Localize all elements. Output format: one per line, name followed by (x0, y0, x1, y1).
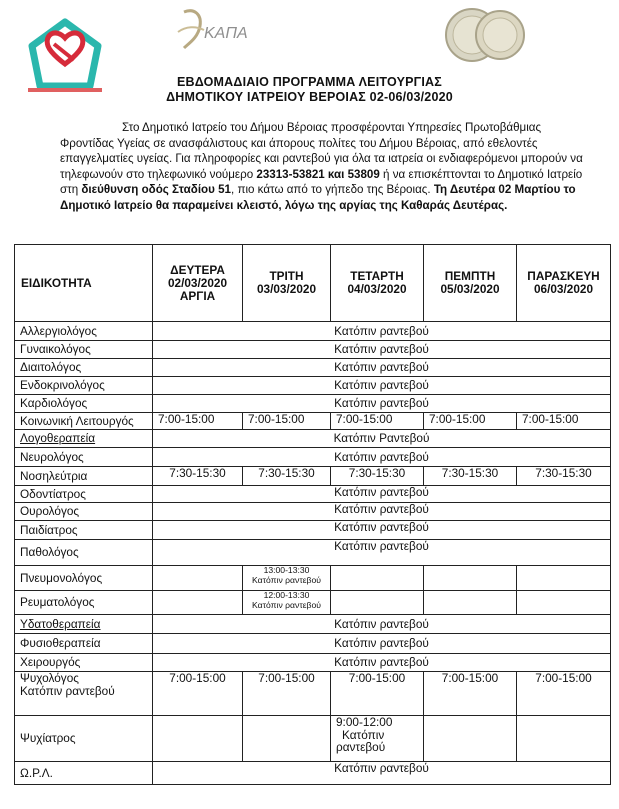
schedule-note: Κατόπιν ραντεβού (153, 395, 611, 413)
time-slot: 7:00-15:00 (424, 413, 517, 430)
specialty-name: Νοσηλεύτρια (15, 467, 153, 486)
slot-note: ραντεβού (336, 740, 386, 754)
coin-seal-emblem (444, 6, 526, 64)
slot-note: Κατόπιν (342, 727, 385, 742)
table-row (15, 540, 611, 566)
slot-time: 9:00-12:00 (336, 715, 393, 729)
specialty-name: Νευρολόγος (15, 448, 153, 467)
schedule-note: Κατόπιν ραντεβού (153, 486, 611, 503)
schedule-note: Κατόπιν ραντεβού (153, 540, 611, 566)
table-row (15, 591, 611, 615)
time-slot: 7:00-15:00 (331, 413, 424, 430)
time-slot: 7:00-15:00 (517, 672, 611, 716)
table-row (15, 634, 611, 654)
table-row (15, 762, 611, 785)
schedule-note: Κατόπιν ραντεβού (153, 448, 611, 467)
time-slot: 7:00-15:00 (424, 672, 517, 716)
header-specialty: ΕΙΔΙΚΟΤΗΤΑ (15, 245, 153, 322)
specialty-name: Καρδιολόγος (15, 395, 153, 413)
table-row (15, 467, 611, 486)
table-header-row (15, 245, 611, 322)
slot-note: Κατόπιν ραντεβού (252, 574, 321, 585)
table-row (15, 716, 611, 762)
intro-text-3: , πιο κάτω από το γήπεδο της Βέροιας. (231, 183, 434, 197)
time-slot: 7:30-15:30 (331, 467, 424, 486)
specialty-name: Διαιτολόγος (15, 359, 153, 377)
specialty-name: Χειρουργός (15, 654, 153, 672)
specialty-name: Γυναικολόγος (15, 341, 153, 359)
table-row (15, 503, 611, 521)
intro-text-1: Στο Δημοτικό Ιατρείο του Δήμου Βέροιας προσφέρονται Υπηρεσίες Πρωτοβάθμιας Φροντίδας Υγείας σε ανασφάλιστους και άπορους πολίτες του Δήμου Βέροιας, από εθελοντές επαγγελματίες υγείας. Για πληροφορίες και ραντεβού για όλα τα ιατρεία οι ενδιαφερόμενοι μπορούν να τηλεφωνούν στο τηλεφωνικό νούμερο (60, 121, 583, 181)
time-slot: 7:30-15:30 (424, 467, 517, 486)
intro-address: διεύθυνση οδός Σταδίου 51 (81, 183, 231, 197)
specialty-name (15, 672, 153, 716)
schedule-note: Κατόπιν ραντεβού (153, 341, 611, 359)
table-row (15, 521, 611, 540)
kapa-logo-text: ΚΑΠΑ (204, 25, 248, 42)
table-row (15, 377, 611, 395)
specialty-name: Υδατοθεραπεία (15, 615, 153, 634)
specialty-name: Ω.Ρ.Λ. (15, 762, 153, 785)
time-slot (243, 591, 331, 615)
empty-cell (517, 716, 611, 762)
empty-cell (424, 716, 517, 762)
specialty-name: Ουρολόγος (15, 503, 153, 521)
slot-note: Κατόπιν ραντεβού (252, 599, 321, 610)
schedule-note: Κατόπιν ραντεβού (153, 322, 611, 341)
time-slot: 7:00-15:00 (243, 672, 331, 716)
schedule-note: Κατόπιν ραντεβού (153, 377, 611, 395)
empty-cell (331, 591, 424, 615)
table-row (15, 430, 611, 448)
specialty-name-note: Κατόπιν ραντεβού (20, 684, 115, 698)
table-row (15, 413, 611, 430)
header-thursday: ΠΕΜΠΤΗ 05/03/2020 (424, 245, 517, 322)
empty-cell (153, 716, 243, 762)
document-title (0, 75, 619, 105)
specialty-name: Οδοντίατρος (15, 486, 153, 503)
empty-cell (517, 566, 611, 591)
table-row (15, 486, 611, 503)
table-row (15, 654, 611, 672)
time-slot: 7:00-15:00 (153, 413, 243, 430)
specialty-name: Φυσιοθεραπεία (15, 634, 153, 654)
empty-cell (331, 566, 424, 591)
table-row (15, 359, 611, 377)
weekly-schedule-table (14, 244, 611, 785)
intro-text-2: ή να επισκέπτονται το Δημοτικό Ιατρείο στη (60, 167, 583, 197)
kapa-logo (176, 4, 276, 56)
closure-notice: Τη Δευτέρα 02 Μαρτίου το Δημοτικό Ιατρείο θα παραμείνει κλειστό, λόγω της αργίας της Καθαράς Δευτέρας. (60, 183, 576, 212)
table-row (15, 672, 611, 716)
table-row (15, 341, 611, 359)
empty-cell (153, 591, 243, 615)
schedule-note: Κατόπιν ραντεβού (153, 654, 611, 672)
table-row (15, 448, 611, 467)
specialty-name: Ψυχίατρος (15, 716, 153, 762)
empty-cell (243, 716, 331, 762)
specialty-name: Λογοθεραπεία (15, 430, 153, 448)
time-slot (331, 716, 424, 762)
time-slot: 7:00-15:00 (331, 672, 424, 716)
table-row (15, 395, 611, 413)
intro-paragraph (60, 120, 595, 214)
specialty-name: Ενδοκρινολόγος (15, 377, 153, 395)
intro-phones: 23313-53821 και 53809 (256, 167, 380, 181)
specialty-name-line: Ψυχολόγος (20, 671, 79, 685)
title-line-1: ΕΒΔΟΜΑΔΙΑΙΟ ΠΡΟΓΡΑΜΜΑ ΛΕΙΤΟΥΡΓΙΑΣ (177, 75, 442, 89)
time-slot (243, 566, 331, 591)
time-slot: 7:00-15:00 (243, 413, 331, 430)
slot-time: 12:00-13:30 (263, 590, 310, 600)
empty-cell (153, 566, 243, 591)
empty-cell (517, 591, 611, 615)
header-wednesday: ΤΕΤΑΡΤΗ 04/03/2020 (331, 245, 424, 322)
table-row (15, 566, 611, 591)
specialty-name: Κοινωνική Λειτουργός (15, 413, 153, 430)
time-slot: 7:30-15:30 (243, 467, 331, 486)
time-slot: 7:30-15:30 (153, 467, 243, 486)
time-slot: 7:00-15:00 (153, 672, 243, 716)
specialty-name: Παθολόγος (15, 540, 153, 566)
header-monday: ΔΕΥΤΕΡΑ 02/03/2020 ΑΡΓΙΑ (153, 245, 243, 322)
schedule-note: Κατόπιν ραντεβού (153, 521, 611, 540)
table-row (15, 615, 611, 634)
specialty-name: Αλλεργιολόγος (15, 322, 153, 341)
specialty-name: Παιδίατρος (15, 521, 153, 540)
schedule-note: Κατόπιν ραντεβού (153, 634, 611, 654)
specialty-name: Ρευματολόγος (15, 591, 153, 615)
schedule-note: Κατόπιν ραντεβού (153, 615, 611, 634)
schedule-note: Κατόπιν Ραντεβού (153, 430, 611, 448)
table-row (15, 322, 611, 341)
specialty-name: Πνευμονολόγος (15, 566, 153, 591)
header-friday: ΠΑΡΑΣΚΕΥΗ 06/03/2020 (517, 245, 611, 322)
time-slot: 7:30-15:30 (517, 467, 611, 486)
schedule-note: Κατόπιν ραντεβού (153, 359, 611, 377)
empty-cell (424, 591, 517, 615)
header-tuesday: ΤΡΙΤΗ 03/03/2020 (243, 245, 331, 322)
empty-cell (424, 566, 517, 591)
slot-time: 13:00-13:30 (263, 565, 310, 575)
schedule-note: Κατόπιν ραντεβού (153, 762, 611, 785)
title-line-2: ΔΗΜΟΤΙΚΟΥ ΙΑΤΡΕΙΟΥ ΒΕΡΟΙΑΣ 02-06/03/2020 (166, 90, 453, 104)
time-slot: 7:00-15:00 (517, 413, 611, 430)
schedule-note: Κατόπιν ραντεβού (153, 503, 611, 521)
